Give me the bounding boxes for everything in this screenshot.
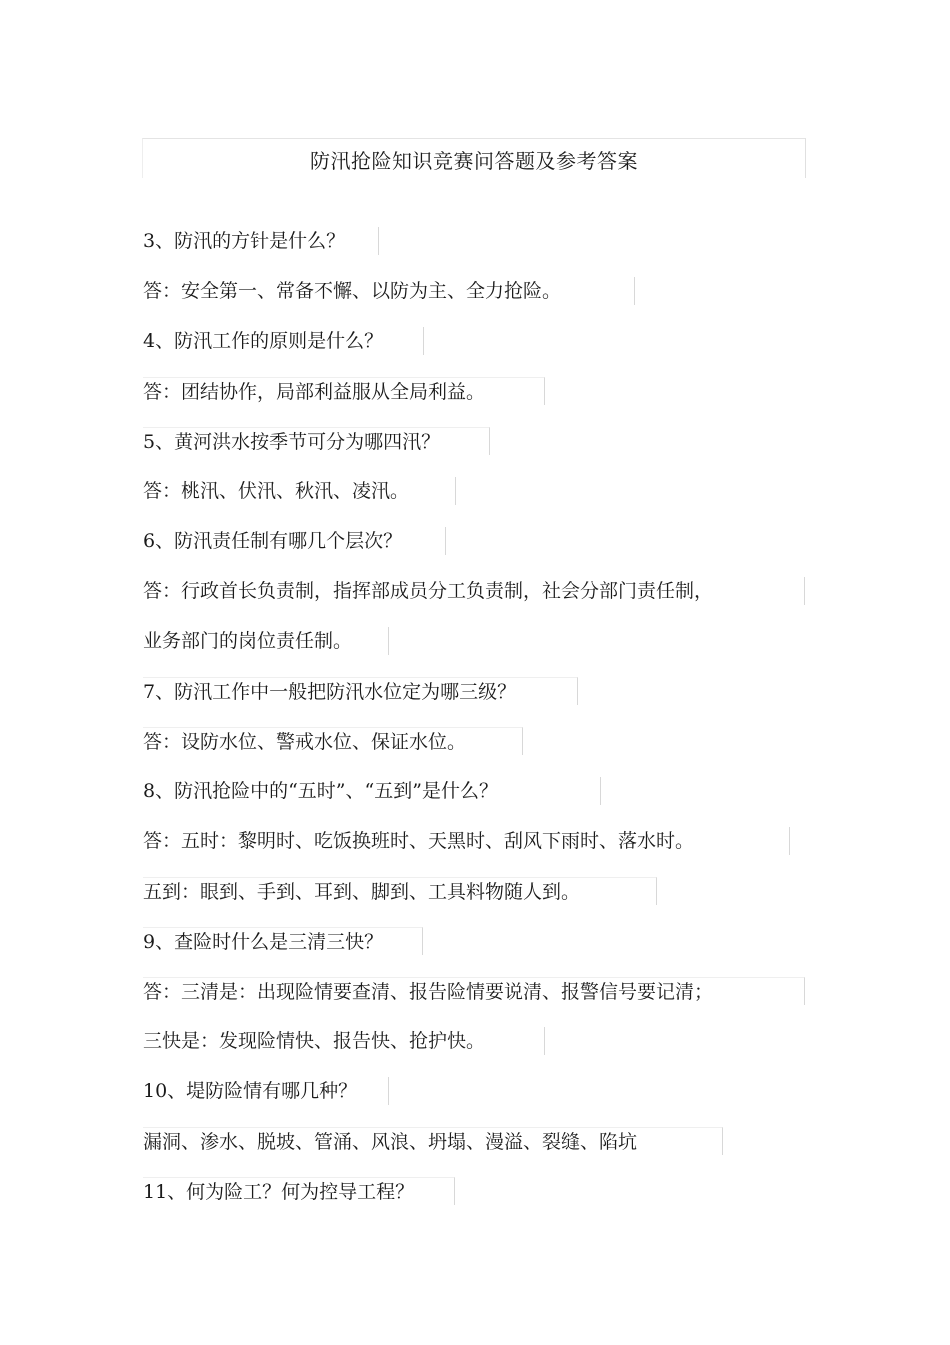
answer-9-line-1: 答：三清是：出现险情要查清、报告险情要说清、报警信号要记清； bbox=[143, 977, 805, 1005]
answer-8-line-2: 五到：眼到、手到、耳到、脚到、工具料物随人到。 bbox=[143, 877, 657, 905]
question-11: 11、何为险工？何为控导工程？ bbox=[143, 1177, 455, 1205]
question-8: 8、防汛抢险中的“五时”、“五到”是什么？ bbox=[143, 777, 601, 805]
title-box bbox=[142, 138, 806, 178]
answer-9-line-2: 三快是：发现险情快、报告快、抢护快。 bbox=[143, 1027, 545, 1055]
question-5: 5、黄河洪水按季节可分为哪四汛？ bbox=[143, 427, 490, 455]
answer-3: 答：安全第一、常备不懈、以防为主、全力抢险。 bbox=[143, 277, 635, 305]
question-4: 4、防汛工作的原则是什么？ bbox=[143, 327, 424, 355]
question-6: 6、防汛责任制有哪几个层次？ bbox=[143, 527, 446, 555]
answer-5: 答：桃汛、伏汛、秋汛、凌汛。 bbox=[143, 477, 456, 505]
document-title: 防汛抢险知识竞赛问答题及参考答案 bbox=[310, 149, 638, 173]
question-10: 10、堤防险情有哪几种？ bbox=[143, 1077, 389, 1105]
question-3: 3、防汛的方针是什么？ bbox=[143, 227, 379, 255]
answer-4: 答：团结协作，局部利益服从全局利益。 bbox=[143, 377, 545, 405]
question-9: 9、查险时什么是三清三快？ bbox=[143, 927, 423, 955]
answer-6-line-2: 业务部门的岗位责任制。 bbox=[143, 627, 389, 655]
answer-8-line-1: 答：五时：黎明时、吃饭换班时、天黑时、刮风下雨时、落水时。 bbox=[143, 827, 790, 855]
question-7: 7、防汛工作中一般把防汛水位定为哪三级？ bbox=[143, 677, 578, 705]
answer-6-line-1: 答：行政首长负责制，指挥部成员分工负责制，社会分部门责任制， bbox=[143, 577, 805, 605]
answer-7: 答：设防水位、警戒水位、保证水位。 bbox=[143, 727, 523, 755]
answer-10: 漏洞、渗水、脱坡、管涌、风浪、坍塌、漫溢、裂缝、陷坑 bbox=[143, 1127, 723, 1155]
